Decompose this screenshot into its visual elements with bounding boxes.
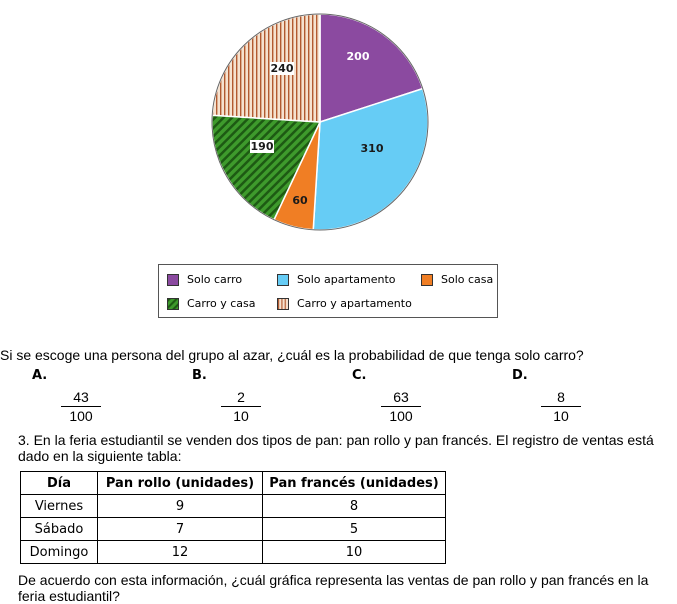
legend-item-carro-y-apartamento	[277, 297, 412, 310]
legend-item-solo-casa	[421, 273, 493, 286]
table-cell: Sábado	[21, 518, 98, 541]
table-row	[21, 541, 446, 564]
fraction-denominator: 100	[389, 408, 413, 424]
pie-chart	[0, 0, 677, 262]
fraction-denominator: 10	[233, 408, 249, 424]
table-cell: Domingo	[21, 541, 98, 564]
pie-slice-value-label: 190	[250, 140, 274, 153]
table-cell: 9	[98, 495, 263, 518]
legend-swatch	[167, 298, 179, 310]
option-c-letter: C.	[352, 368, 367, 383]
item-3-text: 3. En la feria estudiantil se venden dos tipos de pan: pan rollo y pan francés. El registro de ventas está dado en la siguiente tabla:	[18, 432, 654, 464]
pie-slice-value-label: 310	[360, 142, 384, 155]
table-header: Día	[21, 472, 98, 495]
table-cell: 8	[263, 495, 446, 518]
pie-slice-value-label: 200	[346, 50, 370, 63]
closing-question: De acuerdo con esta información, ¿cuál gráfica representa las ventas de pan rollo y pan francés en la feria estudiantil?	[18, 572, 649, 604]
fraction-numerator: 43	[61, 389, 101, 407]
pie-slice-carro-y-apartamento	[212, 14, 320, 122]
legend-item-solo-apartamento	[277, 273, 396, 286]
table-header: Pan rollo (unidades)	[98, 472, 263, 495]
table-row	[21, 518, 446, 541]
legend-item-solo-carro	[167, 273, 242, 286]
option-c-fraction[interactable]	[381, 389, 421, 424]
sales-table	[20, 471, 446, 564]
legend-swatch	[277, 274, 289, 286]
pie-slice-value-label: 60	[292, 194, 308, 207]
option-b-fraction[interactable]	[221, 389, 261, 424]
table-cell: 7	[98, 518, 263, 541]
table-header: Pan francés (unidades)	[263, 472, 446, 495]
fraction-numerator: 8	[541, 389, 581, 407]
legend-label: Solo apartamento	[297, 273, 396, 286]
pie-slice-value-label: 240	[270, 62, 294, 75]
table-cell: 5	[263, 518, 446, 541]
legend-label: Carro y apartamento	[297, 297, 412, 310]
legend-swatch	[277, 298, 289, 310]
option-a-fraction[interactable]	[61, 389, 101, 424]
legend-label: Solo carro	[187, 273, 243, 286]
table-cell: 12	[98, 541, 263, 564]
legend-label: Carro y casa	[187, 297, 256, 310]
table-row	[21, 495, 446, 518]
fraction-denominator: 10	[553, 408, 569, 424]
table-header-row	[21, 472, 446, 495]
legend-item-carro-y-casa	[167, 297, 256, 310]
fraction-numerator: 63	[381, 389, 421, 407]
fraction-numerator: 2	[221, 389, 261, 407]
option-d-letter: D.	[512, 368, 528, 383]
legend-swatch	[421, 274, 433, 286]
option-b-letter: B.	[192, 368, 207, 383]
table-cell: Viernes	[21, 495, 98, 518]
option-a-letter: A.	[32, 368, 48, 383]
table-cell: 10	[263, 541, 446, 564]
option-d-fraction[interactable]	[541, 389, 581, 424]
chart-legend	[158, 264, 498, 318]
question-text: Si se escoge una persona del grupo al azar, ¿cuál es la probabilidad de que tenga solo carro?	[0, 347, 584, 363]
legend-label: Solo casa	[441, 273, 494, 286]
fraction-denominator: 100	[69, 408, 93, 424]
legend-swatch	[167, 274, 179, 286]
